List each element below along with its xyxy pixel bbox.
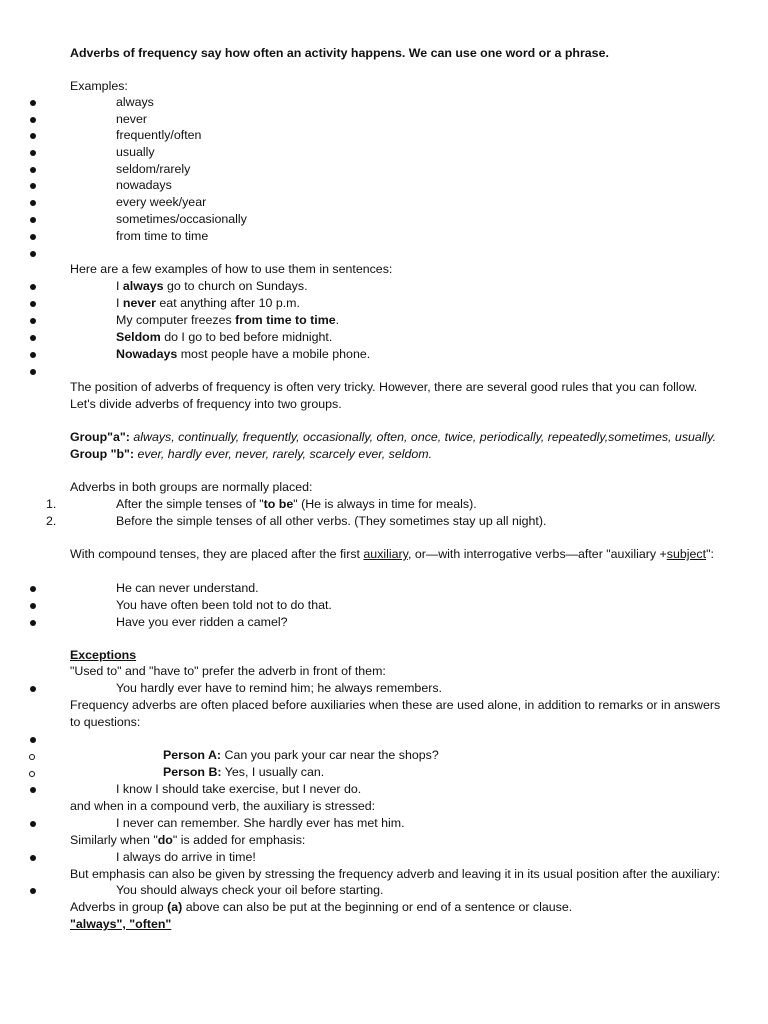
bullet-icon	[30, 352, 36, 358]
bullet-icon	[30, 737, 36, 743]
dialogue-line: Person B: Yes, I usually can.	[163, 765, 325, 779]
bullet-icon	[30, 888, 36, 894]
bullet-icon	[30, 200, 36, 206]
hollow-bullet-icon	[29, 754, 35, 760]
position-text: The position of adverbs of frequency is often very tricky. However, there are several good rules that you can follow.	[70, 380, 698, 394]
bullet-icon	[30, 167, 36, 173]
exception-example: You should always check your oil before starting.	[116, 883, 384, 897]
example-item: every week/year	[116, 195, 207, 209]
group-b-line: Group "b": ever, hardly ever, never, rarely, scarcely ever, seldom.	[70, 447, 433, 461]
bullet-icon	[30, 620, 36, 626]
bullet-icon	[30, 369, 36, 375]
placement-rule: Before the simple tenses of all other verbs. (They sometimes stay up all night).	[116, 514, 547, 528]
exceptions-text: Adverbs in group (a) above can also be put at the beginning or end of a sentence or clause.	[70, 900, 573, 914]
exceptions-heading: Exceptions	[70, 648, 137, 662]
bullet-icon	[30, 251, 36, 257]
position-text: Let's divide adverbs of frequency into two groups.	[70, 397, 342, 411]
exception-example: I know I should take exercise, but I never do.	[116, 782, 362, 796]
bullet-icon	[30, 855, 36, 861]
sentence-example: I always go to church on Sundays.	[116, 279, 308, 293]
list-number: 2.	[46, 514, 57, 528]
group-a-line: Group"a": always, continually, frequently, occasionally, often, once, twice, periodically, repeatedly,sometimes, usually.	[70, 430, 717, 444]
example-item: sometimes/occasionally	[116, 212, 247, 226]
compound-text: With compound tenses, they are placed after the first auxiliary, or—with interrogative verbs—after "auxiliary +subject":	[70, 547, 714, 561]
compound-example: He can never understand.	[116, 581, 259, 595]
bullet-icon	[30, 284, 36, 290]
exception-example: I never can remember. She hardly ever has met him.	[116, 816, 405, 830]
bullet-icon	[30, 234, 36, 240]
compound-example: You have often been told not to do that.	[116, 598, 332, 612]
bullet-icon	[30, 318, 36, 324]
hollow-bullet-icon	[29, 771, 35, 777]
compound-example: Have you ever ridden a camel?	[116, 615, 288, 629]
example-item: usually	[116, 145, 155, 159]
example-item: always	[116, 95, 154, 109]
bullet-icon	[30, 100, 36, 106]
example-item: never	[116, 112, 147, 126]
exception-example: You hardly ever have to remind him; he always remembers.	[116, 681, 442, 695]
bullet-icon	[30, 183, 36, 189]
exceptions-text: to questions:	[70, 715, 141, 729]
exceptions-text: "Used to" and "have to" prefer the adverb in front of them:	[70, 664, 386, 678]
bullet-icon	[30, 150, 36, 156]
exceptions-text: But emphasis can also be given by stressing the frequency adverb and leaving it in its usual position after the auxiliary:	[70, 867, 721, 881]
bullet-icon	[30, 117, 36, 123]
sentences-intro: Here are a few examples of how to use them in sentences:	[70, 262, 393, 276]
bullet-icon	[30, 133, 36, 139]
placement-intro: Adverbs in both groups are normally placed:	[70, 480, 313, 494]
sentence-example: My computer freezes from time to time.	[116, 313, 340, 327]
examples-label: Examples:	[70, 79, 128, 93]
bullet-icon	[30, 603, 36, 609]
bullet-icon	[30, 586, 36, 592]
list-number: 1.	[46, 497, 57, 511]
bullet-icon	[30, 821, 36, 827]
sentence-example: Seldom do I go to bed before midnight.	[116, 330, 333, 344]
example-item: from time to time	[116, 229, 209, 243]
example-item: seldom/rarely	[116, 162, 191, 176]
example-item: nowadays	[116, 178, 172, 192]
placement-rule: After the simple tenses of "to be" (He is always in time for meals).	[116, 497, 477, 511]
exceptions-text: Similarly when "do" is added for emphasis:	[70, 833, 306, 847]
exception-example: I always do arrive in time!	[116, 850, 256, 864]
example-item: frequently/often	[116, 128, 202, 142]
exceptions-text: Frequency adverbs are often placed before auxiliaries when these are used alone, in addition to remarks or in answers	[70, 698, 721, 712]
bullet-icon	[30, 217, 36, 223]
intro-heading: Adverbs of frequency say how often an activity happens. We can use one word or a phrase.	[70, 46, 609, 60]
final-heading: "always", "often"	[70, 917, 172, 931]
exceptions-text: and when in a compound verb, the auxiliary is stressed:	[70, 799, 376, 813]
sentence-example: Nowadays most people have a mobile phone.	[116, 347, 371, 361]
bullet-icon	[30, 301, 36, 307]
bullet-icon	[30, 686, 36, 692]
bullet-icon	[30, 335, 36, 341]
sentence-example: I never eat anything after 10 p.m.	[116, 296, 300, 310]
dialogue-line: Person A: Can you park your car near the shops?	[163, 748, 439, 762]
bullet-icon	[30, 787, 36, 793]
